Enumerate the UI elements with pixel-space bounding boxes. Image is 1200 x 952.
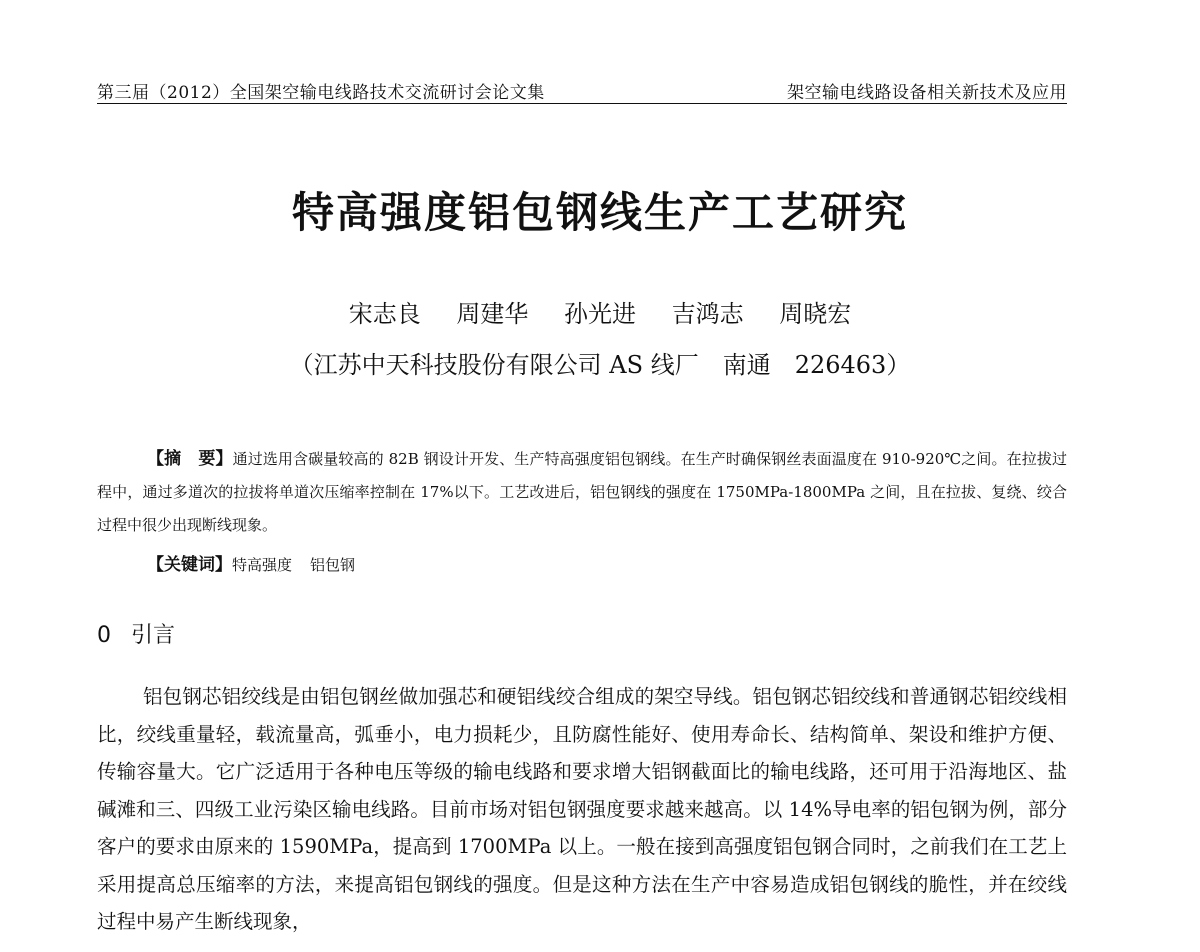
abstract-label: 【摘 要】 [147,449,233,469]
keywords-label: 【关键词】 [147,555,232,575]
body-text [97,678,1067,941]
section-title: 引言 [131,623,176,648]
abstract [97,443,1067,542]
body-paragraph: 铝包钢芯铝绞线是由铝包钢丝做加强芯和硬铝线绞合组成的架空导线。铝包钢芯铝绞线和普通钢芯铝绞线相比，绞线重量轻，载流量高，弧垂小，电力损耗少，且防腐性能好、使用寿命长、结构简单、架设和维护方便、传输容量大。它广泛适用于各种电压等级的输电线路和要求增大铝钢截面比的输电线路，还可用于沿海地区、盐碱滩和三、四级工业污染区输电线路。目前市场对铝包钢强度要求越来越高。以 14%导电率的铝包钢为例，部分客户的要求由原来的 1590MPa，提高到 1700MPa 以上。一般在接到高强度铝包钢合同时，之前我们在工艺上采用提高总压缩率的方法，来提高铝包钢线的强度。但是这种方法在生产中容易造成铝包钢线的脆性，并在绞线过程中易产生断线现象， [97,685,1067,933]
author: 周建华 [456,300,529,328]
author: 宋志良 [348,300,421,328]
author: 周晓宏 [779,300,852,328]
paper-title: 特高强度铝包钢线生产工艺研究 [291,188,908,237]
running-header-left: 第三届（2012）全国架空输电线路技术交流研讨会论文集 [97,83,545,103]
keyword: 特高强度 [232,556,293,574]
running-header-right: 架空输电线路设备相关新技术及应用 [787,83,1067,103]
section-number: 0 [97,623,111,648]
author-list [0,294,1200,329]
keywords [147,550,373,575]
author: 孙光进 [564,300,636,328]
affiliation: （江苏中天科技股份有限公司 AS 线厂 南通 226463） [289,351,911,379]
section-heading [97,618,175,649]
keyword: 铝包钢 [310,556,356,574]
author: 吉鸿志 [671,300,744,328]
header-rule [97,103,1067,104]
abstract-text: 通过选用含碳量较高的 82B 钢设计开发、生产特高强度铝包钢线。在生产时确保钢丝表面温度在 910-920℃之间。在拉拔过程中，通过多道次的拉拔将单道次压缩率控制在 17%以下。工艺改进后，铝包钢线的强度在 1750MPa-1800MPa 之间，且在拉拔、复绕、绞合过程中很少出现断线现象。 [97,450,1067,534]
